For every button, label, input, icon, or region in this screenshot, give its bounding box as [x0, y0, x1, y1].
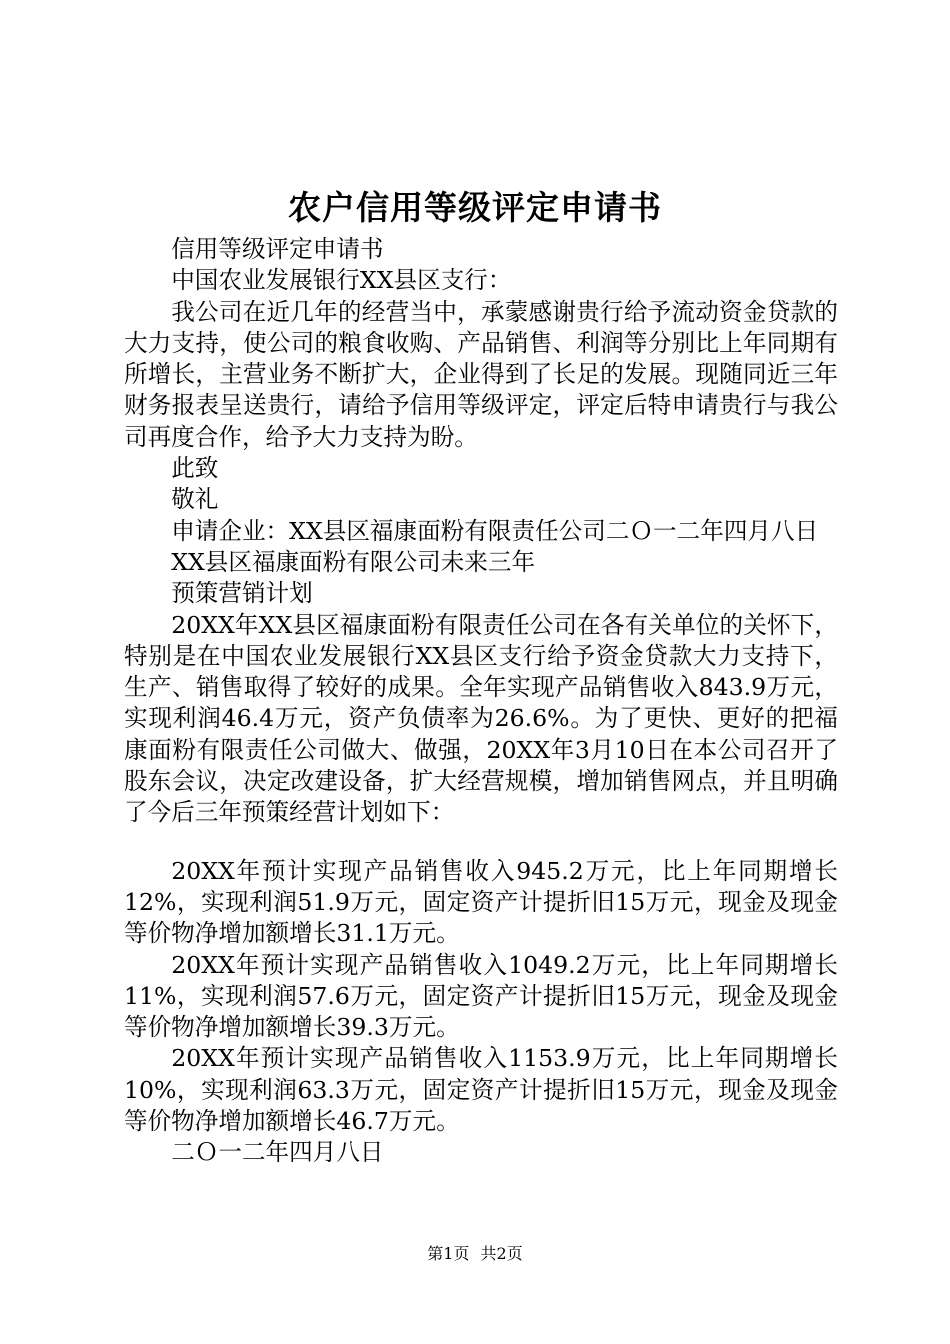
document-body [124, 234, 838, 1169]
paragraph-subject: 信用等级评定申请书 [171, 235, 384, 263]
paragraph-spacer [124, 829, 838, 856]
paragraph-plan-heading: XX县区福康面粉有限公司未来三年 [171, 547, 536, 576]
paragraph-plan-subheading: 预策营销计划 [171, 579, 313, 608]
paragraph-regards: 敬礼 [171, 485, 219, 514]
paragraph-plan-year-1: 20XX年预计实现产品销售收入945.2万元，比上年同期增长12%，实现利润51.9万元，固定资产计提折旧15万元，现金及现金等价物净增加额增长31.1万元。 [124, 856, 838, 948]
page-total: 共2页 [480, 1244, 523, 1263]
paragraph-salutation: 此致 [171, 454, 219, 483]
page-number: 第1页 [427, 1244, 470, 1263]
paragraph-plan-year-2: 20XX年预计实现产品销售收入1049.2万元，比上年同期增长11%，实现利润57.6万元，固定资产计提折旧15万元，现金及现金等价物净增加额增长39.3万元。 [124, 950, 838, 1042]
paragraph-request: 我公司在近几年的经营当中，承蒙感谢贵行给予流动资金贷款的大力支持，使公司的粮食收购、产品销售、利润等分别比上年同期有所增长，主营业务不断扩大，企业得到了长足的发展。现随同近三年财务报表呈送贵行，请给予信用等级评定，评定后特申请贵行与我公司再度合作，给予大力支持为盼。 [124, 297, 838, 451]
paragraph-addressee: 中国农业发展银行XX县区支行： [171, 266, 512, 295]
paragraph-plan-year-3: 20XX年预计实现产品销售收入1153.9万元，比上年同期增长10%，实现利润63.3万元，固定资产计提折旧15万元，现金及现金等价物净增加额增长46.7万元。 [124, 1044, 838, 1136]
paragraph-plan-intro: 20XX年XX县区福康面粉有限责任公司在各有关单位的关怀下，特别是在中国农业发展银行XX县区支行给予资金贷款大力支持下，生产、销售取得了较好的成果。全年实现产品销售收入843.9万元，实现利润46.4万元，资产负债率为26.6%。为了更快、更好的把福康面粉有限责任公司做大、做强，20XX年3月10日在本公司召开了股东会议，决定改建设备，扩大经营规模，增加销售网点，并且明确了今后三年预策经营计划如下： [124, 610, 838, 827]
paragraph-applicant: 申请企业：XX县区福康面粉有限责任公司二Ｏ一二年四月八日 [171, 516, 819, 545]
paragraph-date: 二Ｏ一二年四月八日 [171, 1138, 384, 1167]
document-title: 农户信用等级评定申请书 [288, 188, 662, 227]
page-footer [0, 1244, 950, 1264]
